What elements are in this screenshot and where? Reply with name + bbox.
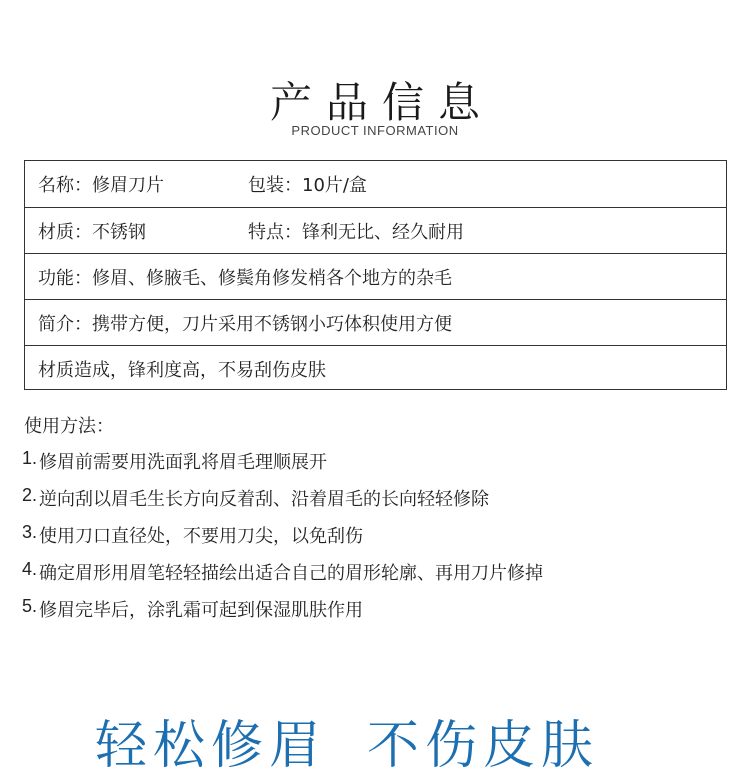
step-text: 逆向刮以眉毛生长方向反着刮、沿着眉毛的长向轻轻修除 xyxy=(39,489,490,510)
page-subtitle: PRODUCT INFORMATION xyxy=(291,123,459,138)
usage-steps-list xyxy=(22,448,543,633)
table-row xyxy=(25,161,726,207)
usage-heading: 使用方法： xyxy=(24,416,114,437)
list-item xyxy=(22,485,543,522)
product-description-cont: 材质造成，锋利度高，不易刮伤皮肤 xyxy=(38,359,326,381)
step-number: 3. xyxy=(22,522,38,542)
product-packaging: 包装：10片/盒 xyxy=(248,175,367,196)
list-item xyxy=(22,522,543,559)
step-text: 使用刀口直径处，不要用刀尖，以免刮伤 xyxy=(39,526,364,547)
table-row xyxy=(25,345,726,391)
page-title: 产品信息 xyxy=(269,78,494,127)
list-item xyxy=(22,559,543,596)
product-info-table xyxy=(24,160,727,390)
table-row xyxy=(25,299,726,345)
slogan-banner xyxy=(95,716,599,776)
step-number: 2. xyxy=(22,485,38,505)
table-row xyxy=(25,207,726,253)
list-item xyxy=(22,448,543,485)
step-text: 修眉完毕后，涂乳霜可起到保湿肌肤作用 xyxy=(39,600,364,621)
product-features: 特点：锋利无比、经久耐用 xyxy=(248,221,464,243)
step-number: 5. xyxy=(22,596,38,616)
step-number: 4. xyxy=(22,559,38,579)
product-material: 材质：不锈钢 xyxy=(38,221,146,243)
product-function: 功能：修眉、修腋毛、修鬓角修发梢各个地方的杂毛 xyxy=(38,267,452,289)
product-description: 简介：携带方便，刀片采用不锈钢小巧体积使用方便 xyxy=(38,313,452,335)
list-item xyxy=(22,596,543,633)
table-row xyxy=(25,253,726,299)
step-text: 确定眉形用眉笔轻轻描绘出适合自己的眉形轮廓、再用刀片修掉 xyxy=(39,563,544,584)
slogan-part-2: 不伤皮肤 xyxy=(367,716,600,776)
slogan-part-1: 轻松修眉 xyxy=(95,716,328,776)
step-text: 修眉前需要用洗面乳将眉毛理顺展开 xyxy=(39,452,328,473)
product-name: 名称：修眉刀片 xyxy=(38,175,164,196)
step-number: 1. xyxy=(22,448,38,468)
